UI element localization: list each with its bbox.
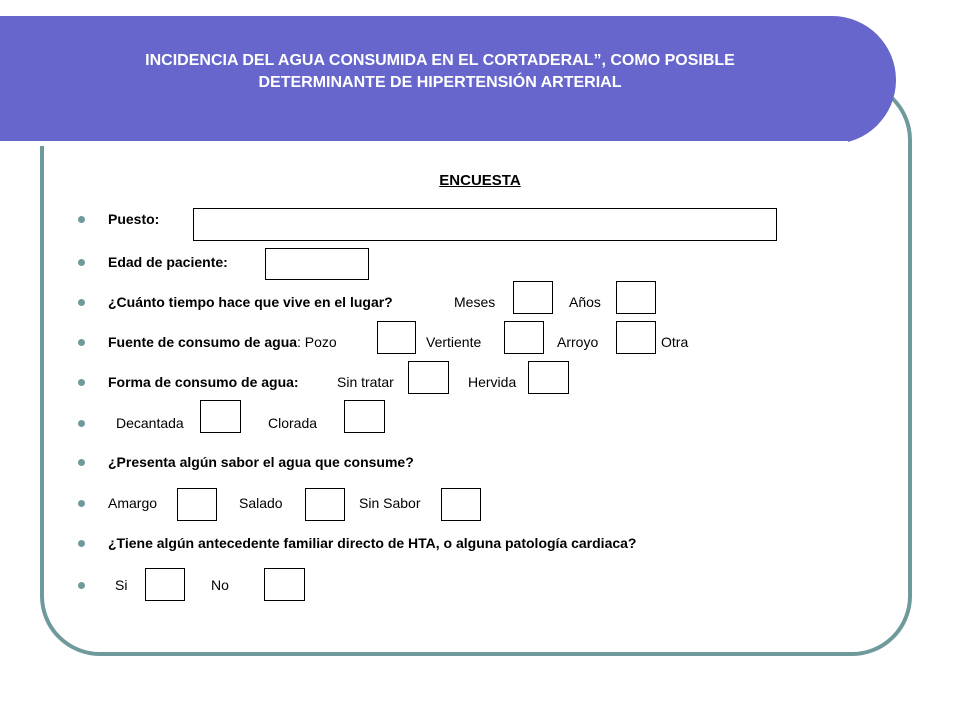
salado-checkbox[interactable] (305, 488, 345, 521)
puesto-label: Puesto: (108, 211, 160, 227)
si-label: Si (115, 577, 128, 593)
bullet-icon (78, 259, 85, 266)
anios-label: Años (569, 294, 601, 310)
arroyo-checkbox[interactable] (616, 321, 656, 354)
bullet-icon (78, 500, 85, 507)
bullet-icon (78, 299, 85, 306)
arroyo-label: Arroyo (557, 334, 599, 350)
no-checkbox[interactable] (264, 568, 305, 601)
hervida-checkbox[interactable] (528, 361, 569, 394)
puesto-input[interactable] (193, 208, 777, 241)
edad-input[interactable] (265, 248, 369, 280)
no-label: No (211, 577, 229, 593)
bullet-icon (78, 339, 85, 346)
meses-label: Meses (454, 294, 496, 310)
salado-label: Salado (239, 495, 283, 511)
clorada-label: Clorada (268, 415, 318, 431)
hta-question: ¿Tiene algún antecedente familiar directo de HTA, o alguna patología cardiaca? (108, 535, 637, 551)
sin-tratar-label: Sin tratar (337, 374, 394, 390)
bullet-icon (78, 379, 85, 386)
sin-sabor-label: Sin Sabor (359, 495, 421, 511)
sin-sabor-checkbox[interactable] (441, 488, 481, 521)
bullet-icon (78, 582, 85, 589)
pozo-checkbox[interactable] (377, 321, 416, 354)
hervida-label: Hervida (468, 374, 517, 390)
anios-input[interactable] (616, 281, 656, 314)
clorada-checkbox[interactable] (344, 400, 385, 433)
vertiente-label: Vertiente (426, 334, 482, 350)
sabor-question: ¿Presenta algún sabor el agua que consume? (108, 454, 414, 470)
amargo-label: Amargo (108, 495, 158, 511)
forma-label: Forma de consumo de agua: (108, 374, 299, 390)
title-line-2: DETERMINANTE DE HIPERTENSIÓN ARTERIAL (258, 74, 622, 91)
title-line-1: INCIDENCIA DEL AGUA CONSUMIDA EN EL CORTADERAL”, COMO POSIBLE (145, 52, 735, 69)
otra-label: Otra (661, 334, 689, 350)
vertiente-checkbox[interactable] (504, 321, 544, 354)
meses-input[interactable] (513, 281, 553, 314)
bullet-icon (78, 216, 85, 223)
survey-title: ENCUESTA (439, 172, 521, 189)
sin-tratar-checkbox[interactable] (408, 361, 449, 394)
tiempo-question: ¿Cuánto tiempo hace que vive en el lugar? (108, 294, 393, 310)
amargo-checkbox[interactable] (177, 488, 217, 521)
decantada-label: Decantada (116, 415, 184, 431)
bullet-icon (78, 540, 85, 547)
si-checkbox[interactable] (145, 568, 185, 601)
page-title (0, 50, 880, 94)
bullet-icon (78, 420, 85, 427)
header-underline (0, 141, 848, 146)
edad-label: Edad de paciente: (108, 254, 228, 270)
fuente-label: Fuente de consumo de agua (108, 334, 298, 350)
pozo-label: : Pozo (297, 334, 337, 350)
decantada-checkbox[interactable] (200, 400, 241, 433)
bullet-icon (78, 459, 85, 466)
